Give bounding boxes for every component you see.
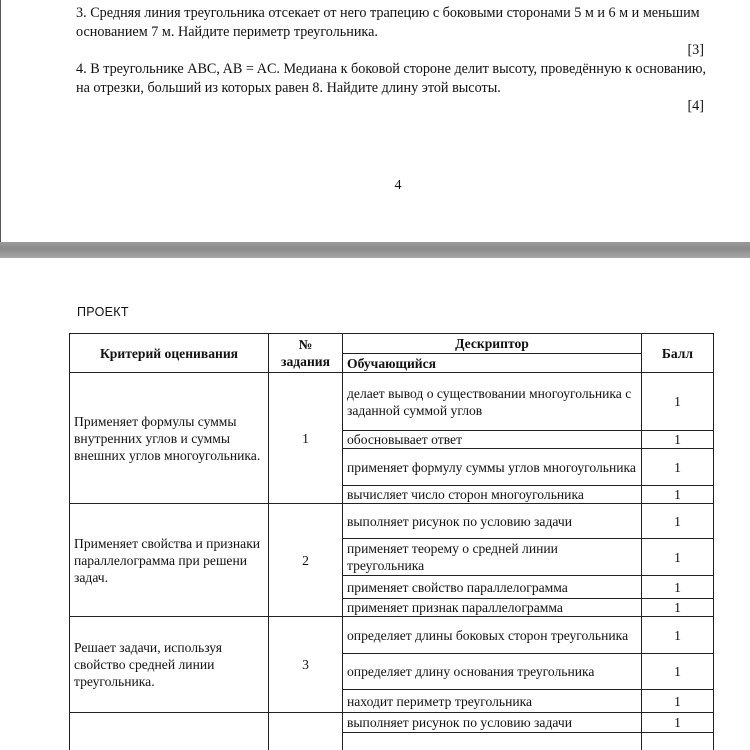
score-cell: 1 (642, 504, 714, 539)
header-student: Обучающийся (343, 354, 642, 373)
header-criterion: Критерий оценивания (70, 334, 269, 373)
task-number-cell: 2 (269, 504, 343, 617)
task-number-cell (269, 713, 343, 750)
score-cell: 1 (642, 654, 714, 690)
page-number: 4 (394, 178, 402, 193)
previous-page (0, 0, 750, 242)
task-number-cell: 1 (269, 373, 343, 504)
descriptor-cell: применяет формулу суммы углов многоугольника (343, 449, 642, 486)
score-cell (642, 733, 714, 750)
descriptor-cell: делает вывод о существовании многоугольника с заданной суммой углов (343, 373, 642, 431)
descriptor-cell: обосновывает ответ (343, 431, 642, 449)
current-page (0, 258, 750, 750)
question-3-mark: [3] (687, 42, 704, 58)
score-cell: 1 (642, 713, 714, 733)
descriptor-cell: применяет теорему о средней линии треугольника (343, 539, 642, 576)
descriptor-cell: выполняет рисунок по условию задачи (343, 504, 642, 539)
table-row (70, 504, 714, 539)
score-cell: 1 (642, 449, 714, 486)
criterion-cell: Решает задачи, используя свойство средней линии треугольника. (70, 617, 269, 713)
question-4: 4. В треугольнике ABC, AB = AC. Медиана к боковой стороне делит высоту, проведённую к основанию, на отрезки, больший из которых равен 8. Найдите длину этой высоты. (76, 61, 707, 96)
score-cell: 1 (642, 690, 714, 713)
page-separator (0, 242, 750, 258)
table-row (70, 713, 714, 733)
score-cell: 1 (642, 576, 714, 599)
draft-label: ПРОЕКТ (77, 305, 129, 319)
table-row (70, 373, 714, 431)
assessment-table (69, 333, 714, 750)
score-cell: 1 (642, 617, 714, 654)
criterion-cell (70, 713, 269, 750)
descriptor-cell: вычисляет число сторон многоугольника (343, 486, 642, 504)
header-score: Балл (642, 334, 714, 373)
question-4-mark: [4] (687, 98, 704, 114)
descriptor-cell: определяет длины боковых сторон треугольника (343, 617, 642, 654)
criterion-cell: Применяет свойства и признаки параллелограмма при решени задач. (70, 504, 269, 617)
criterion-cell: Применяет формулы суммы внутренних углов и суммы внешних углов многоугольника. (70, 373, 269, 504)
descriptor-cell: применяет свойство параллелограмма (343, 576, 642, 599)
header-descriptor: Дескриптор (343, 334, 642, 354)
descriptor-cell: определяет длину основания треугольника (343, 654, 642, 690)
descriptor-cell (343, 733, 642, 750)
descriptor-cell: применяет признак параллелограмма (343, 599, 642, 617)
score-cell: 1 (642, 486, 714, 504)
score-cell: 1 (642, 431, 714, 449)
question-3: 3. Средняя линия треугольника отсекает от него трапецию с боковыми сторонами 5 м и 6 м и меньшим основанием 7 м. Найдите периметр треугольника. (76, 5, 700, 40)
task-number-cell: 3 (269, 617, 343, 713)
descriptor-cell: выполняет рисунок по условию задачи (343, 713, 642, 733)
header-task-no: № задания (269, 334, 343, 373)
page-edge (0, 0, 1, 242)
table-row (70, 617, 714, 654)
score-cell: 1 (642, 539, 714, 576)
score-cell: 1 (642, 599, 714, 617)
score-cell: 1 (642, 373, 714, 431)
descriptor-cell: находит периметр треугольника (343, 690, 642, 713)
